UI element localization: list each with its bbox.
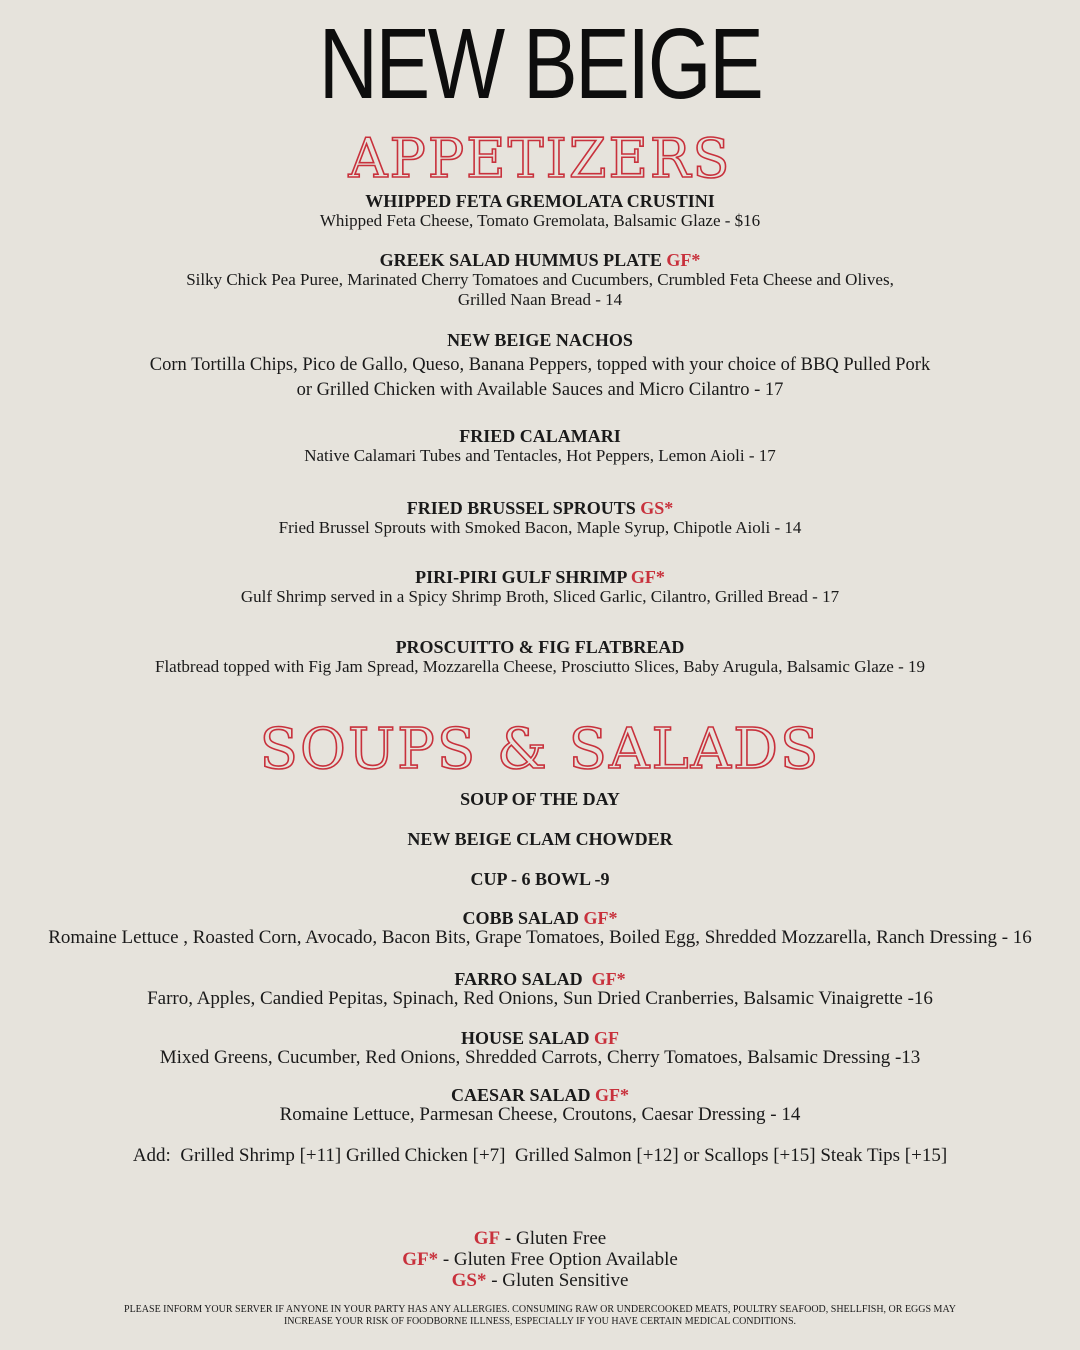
soups-salads-heading: SOUPS & SALADS: [259, 717, 821, 782]
item-description: Gulf Shrimp served in a Spicy Shrimp Broth, Sliced Garlic, Cilantro, Grilled Bread - 17: [240, 587, 840, 606]
item-name: FARRO SALAD: [454, 969, 592, 989]
item-name: COBB SALAD: [462, 908, 584, 928]
allergy-disclaimer: PLEASE INFORM YOUR SERVER IF ANYONE IN YOUR PARTY HAS ANY ALLERGIES. CONSUMING RAW OR UNDERCOOKED MEATS, POULTRY SEAFOOD, SHELLFISH, OR EGGS MAY INCREASE YOUR RISK OF FOODBORNE ILLNESS, ESPECIALLY IF YOU HAVE CERTAIN MEDICAL CONDITIONS.: [124, 1304, 956, 1327]
item-name: FRIED CALAMARI: [459, 426, 621, 446]
menu-item-house-salad: [0, 1028, 1080, 1068]
soup-of-the-day: SOUP OF THE DAY: [460, 789, 620, 809]
item-name: PIRI-PIRI GULF SHRIMP: [415, 567, 631, 587]
item-name: NEW BEIGE NACHOS: [447, 330, 633, 350]
item-name: PROSCUITTO & FIG FLATBREAD: [395, 637, 685, 657]
menu-item-cobb-salad: [0, 908, 1080, 948]
item-description: Romaine Lettuce, Parmesan Cheese, Croutons, Caesar Dressing - 14: [279, 1104, 801, 1125]
clam-chowder: NEW BEIGE CLAM CHOWDER: [407, 829, 673, 849]
dietary-tag: GS*: [640, 498, 674, 518]
item-name: WHIPPED FETA GREMOLATA CRUSTINI: [365, 191, 715, 211]
item-name: FRIED BRUSSEL SPROUTS: [406, 498, 641, 518]
item-description: Mixed Greens, Cucumber, Red Onions, Shredded Carrots, Cherry Tomatoes, Balsamic Dressing -13: [159, 1047, 921, 1068]
menu-item-greek-salad-hummus: [0, 250, 1080, 310]
item-description: or Grilled Chicken with Available Sauces and Micro Cilantro - 17: [296, 380, 784, 400]
restaurant-name: NEW BEIGE: [318, 8, 762, 120]
menu-item-piri-piri-shrimp: [0, 567, 1080, 607]
item-description: Silky Chick Pea Puree, Marinated Cherry Tomatoes and Cucumbers, Crumbled Feta Cheese and Olives,: [186, 270, 894, 289]
dietary-tag: GF*: [630, 567, 665, 587]
legend-gs: GS* - Gluten Sensitive: [451, 1270, 629, 1291]
menu-item-fried-calamari: [0, 426, 1080, 466]
item-description: Native Calamari Tubes and Tentacles, Hot Peppers, Lemon Aioli - 17: [304, 446, 776, 465]
item-description: Farro, Apples, Candied Pepitas, Spinach, Red Onions, Sun Dried Cranberries, Balsamic Vinaigrette -16: [147, 988, 933, 1009]
item-name: HOUSE SALAD: [460, 1028, 595, 1048]
item-description: Romaine Lettuce , Roasted Corn, Avocado, Bacon Bits, Grape Tomatoes, Boiled Egg, Shredded Mozzarella, Ranch Dressing - 16: [48, 927, 1032, 948]
legend-gf: GF - Gluten Free: [473, 1228, 607, 1249]
menu-item-nachos: [0, 330, 1080, 403]
menu-item-brussel-sprouts: [0, 498, 1080, 538]
item-description: Fried Brussel Sprouts with Smoked Bacon, Maple Syrup, Chipotle Aioli - 14: [278, 518, 802, 537]
item-name: CAESAR SALAD: [450, 1085, 596, 1105]
dietary-tag: GF*: [595, 1085, 630, 1105]
menu-item-flatbread: [0, 637, 1080, 677]
item-description: Whipped Feta Cheese, Tomato Gremolata, Balsamic Glaze - $16: [319, 211, 761, 230]
item-description: Corn Tortilla Chips, Pico de Gallo, Queso, Banana Peppers, topped with your choice of BBQ Pulled Pork: [149, 355, 931, 375]
legend: [0, 1228, 1080, 1291]
appetizers-heading: APPETIZERS: [348, 127, 732, 190]
menu-item-caesar-salad: [0, 1085, 1080, 1125]
item-name: GREEK SALAD HUMMUS PLATE: [379, 250, 667, 270]
dietary-tag: GF*: [591, 969, 626, 989]
item-description: Flatbread topped with Fig Jam Spread, Mozzarella Cheese, Prosciutto Slices, Baby Arugula, Balsamic Glaze - 19: [154, 657, 925, 676]
dietary-tag: GF*: [583, 908, 618, 928]
menu-item-farro-salad: [0, 969, 1080, 1009]
legend-gf-option: GF* - Gluten Free Option Available: [402, 1249, 678, 1270]
add-ons: Add: Grilled Shrimp [+11] Grilled Chicken [+7] Grilled Salmon [+12] or Scallops [+15] Steak Tips [+15]: [132, 1145, 948, 1166]
dietary-tag: GF*: [666, 250, 701, 270]
dietary-tag: GF: [594, 1028, 620, 1048]
item-description: Grilled Naan Bread - 14: [457, 290, 623, 309]
menu-item-whipped-feta: [0, 191, 1080, 231]
soup-sizes: CUP - 6 BOWL -9: [470, 869, 610, 889]
